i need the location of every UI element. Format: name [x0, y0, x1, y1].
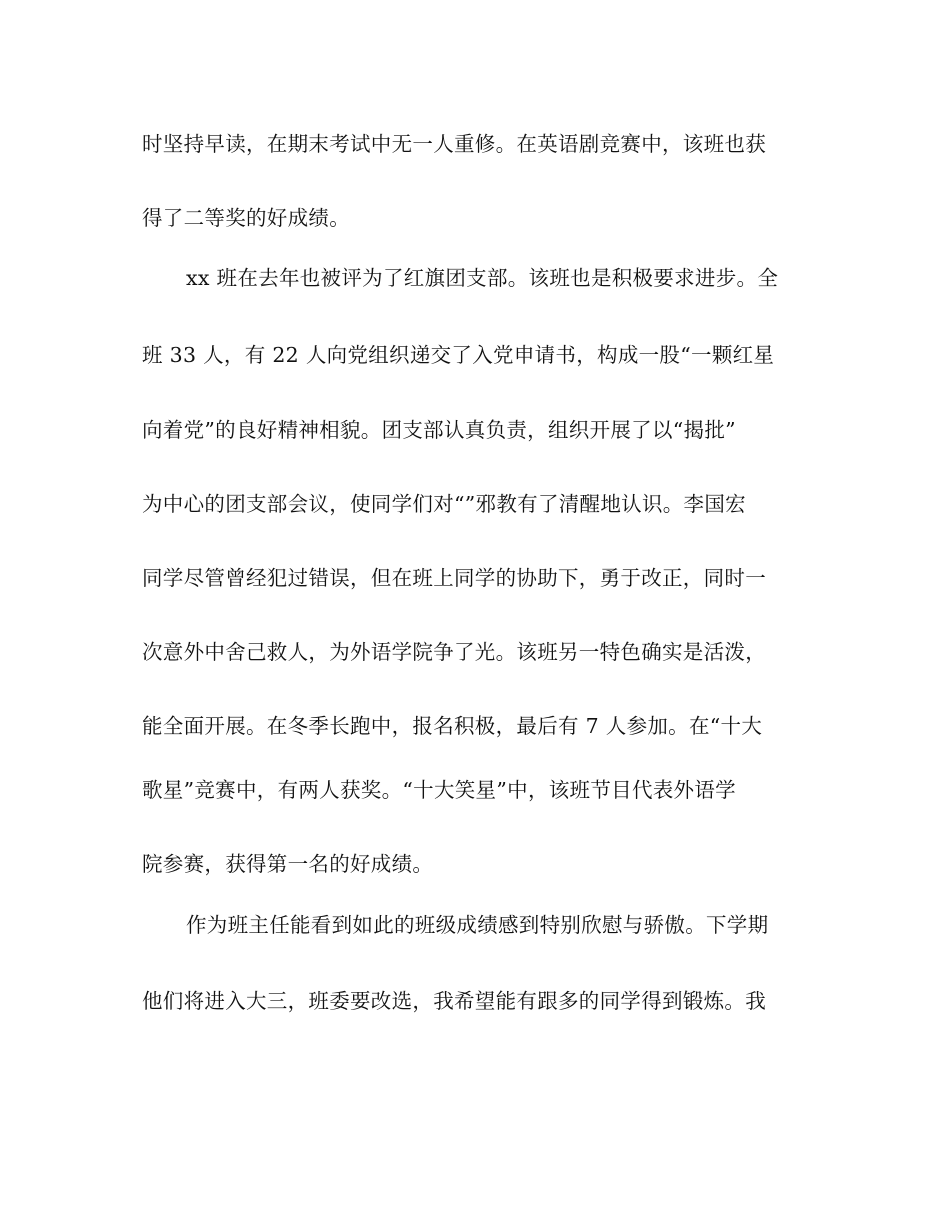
text-line: 班 33 人，有 22 人向党组织递交了入党申请书，构成一股“一颗红星: [142, 343, 775, 367]
paragraph-first-line: xx 班在去年也被评为了红旗团支部。该班也是积极要求进步。全: [186, 266, 779, 290]
text-line: 得了二等奖的好成绩。: [142, 206, 350, 230]
text-line: 向着党”的良好精神相貌。团支部认真负责，组织开展了以“揭批”: [142, 418, 736, 442]
paragraph-first-line: 作为班主任能看到如此的班级成绩感到特别欣慰与骄傲。下学期: [186, 913, 769, 937]
text-line: 为中心的团支部会议，使同学们对“”邪教有了清醒地认识。李国宏: [142, 492, 746, 516]
text-line: 院参赛，获得第一名的好成绩。: [142, 852, 434, 876]
text-line: 次意外中舍己救人，为外语学院争了光。该班另一特色确实是活泼，: [142, 640, 766, 664]
text-line: 同学尽管曾经犯过错误，但在班上同学的协助下，勇于改正，同时一: [142, 566, 766, 590]
text-line: 歌星”竞赛中，有两人获奖。“十大笑星”中，该班节目代表外语学: [142, 778, 736, 802]
text-line: 时坚持早读，在期末考试中无一人重修。在英语剧竞赛中，该班也获: [142, 132, 766, 156]
text-line: 能全面开展。在冬季长跑中，报名积极，最后有 7 人参加。在“十大: [142, 714, 763, 738]
text-line: 他们将进入大三，班委要改选，我希望能有跟多的同学得到锻炼。我: [142, 989, 766, 1013]
